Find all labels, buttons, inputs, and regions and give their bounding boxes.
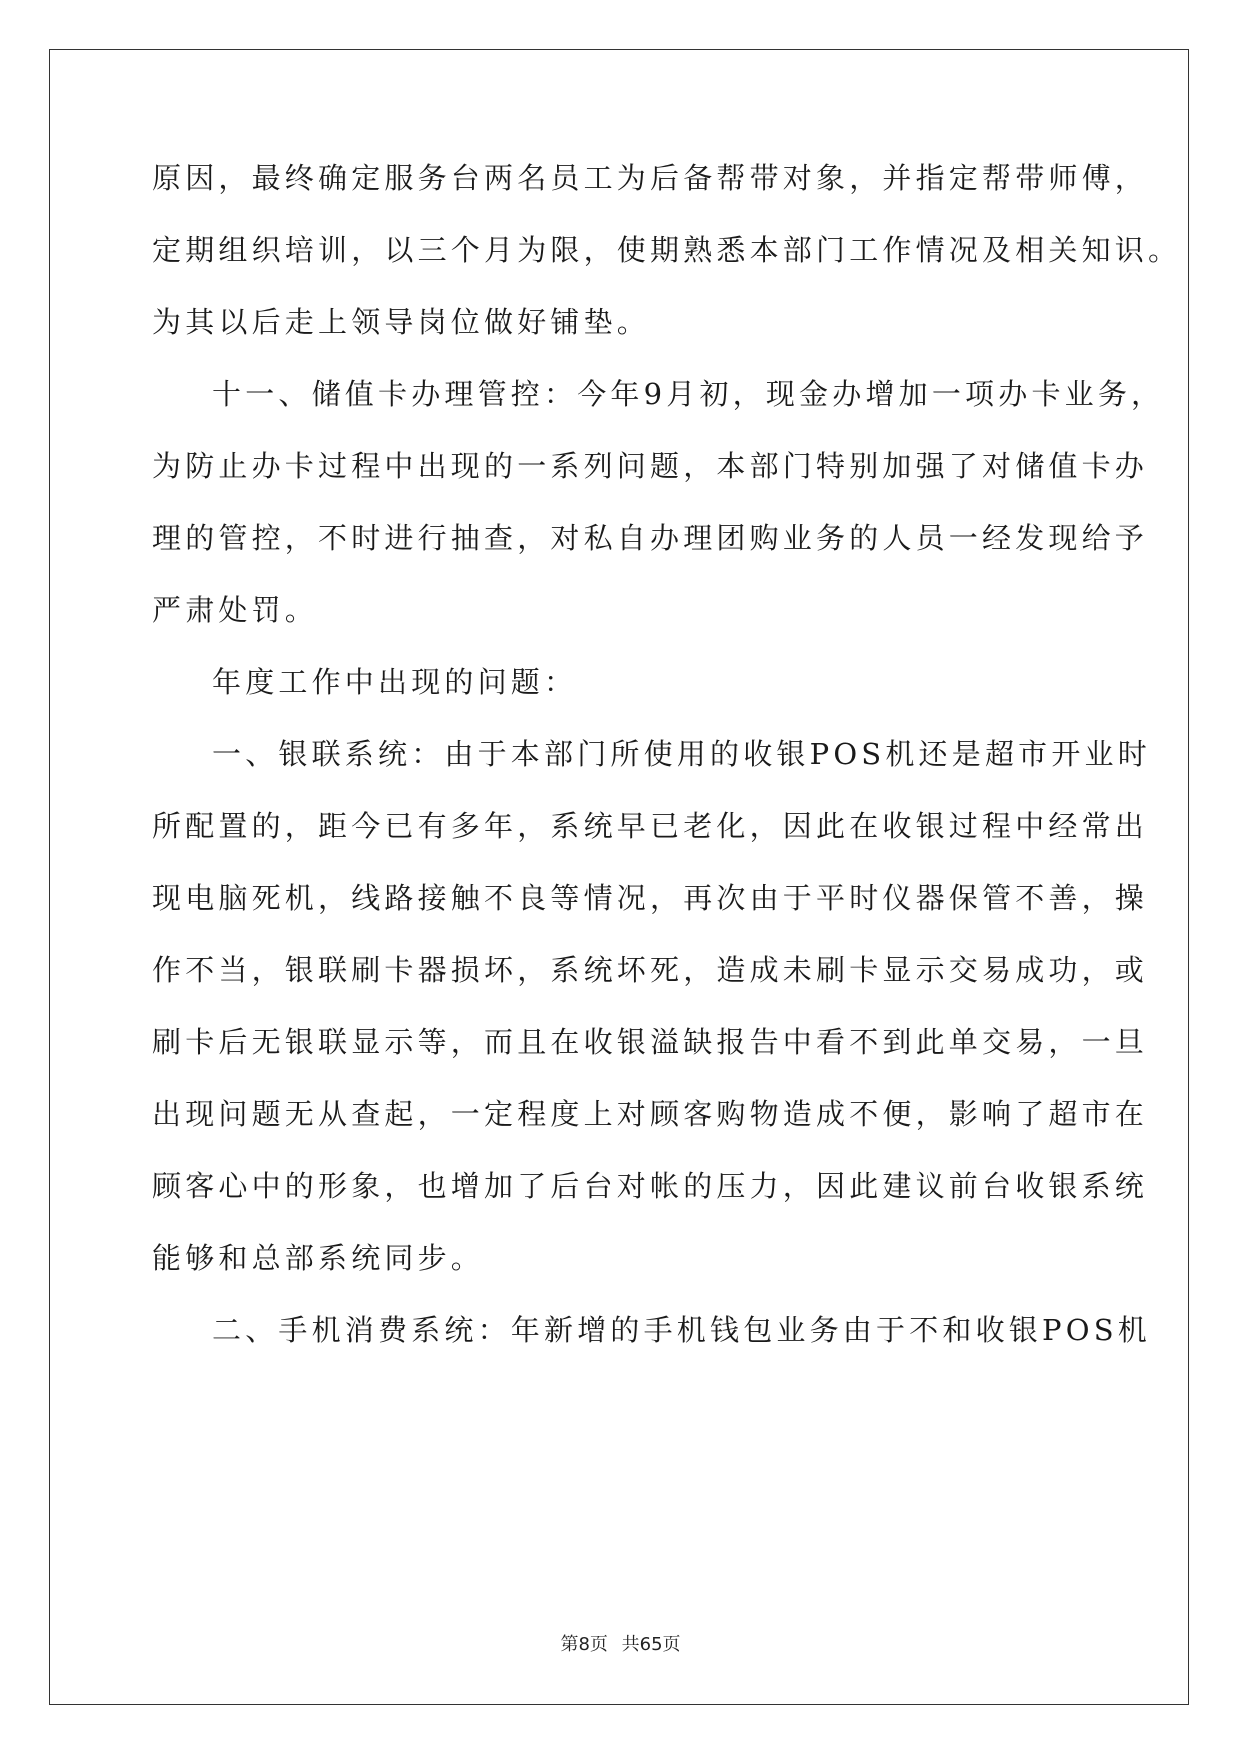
text-line: 刷卡后无银联显示等，而且在收银溢缺报告中看不到此单交易，一旦 xyxy=(152,1025,1149,1059)
text-line: 原因，最终确定服务台两名员工为后备帮带对象，并指定帮带师傅， xyxy=(152,161,1149,195)
text-line: 出现问题无从查起，一定程度上对顾客购物造成不便，影响了超市在 xyxy=(152,1097,1149,1131)
text-line: 二、手机消费系统：年新增的手机钱包业务由于不和收银POS机 xyxy=(212,1313,1151,1347)
text-line: 作不当，银联刷卡器损坏，系统坏死，造成未刷卡显示交易成功，或 xyxy=(152,953,1149,987)
text-line: 所配置的，距今已有多年，系统早已老化，因此在收银过程中经常出 xyxy=(152,809,1149,843)
text-line: 顾客心中的形象，也增加了后台对帐的压力，因此建议前台收银系统 xyxy=(152,1169,1149,1203)
page-footer xyxy=(0,1630,1241,1656)
text-line: 理的管控，不时进行抽查，对私自办理团购业务的人员一经发现给予 xyxy=(152,521,1149,555)
page-number: 第8页 xyxy=(560,1634,608,1655)
text-line: 严肃处罚。 xyxy=(152,593,319,627)
text-line: 现电脑死机，线路接触不良等情况，再次由于平时仪器保管不善，操 xyxy=(152,881,1149,915)
text-line: 为防止办卡过程中出现的一系列问题，本部门特别加强了对储值卡办 xyxy=(152,449,1149,483)
section-heading: 年度工作中出现的问题： xyxy=(212,665,578,699)
text-line: 定期组织培训，以三个月为限，使期熟悉本部门工作情况及相关知识。 xyxy=(152,233,1182,267)
text-line: 为其以后走上领导岗位做好铺垫。 xyxy=(152,305,651,339)
page-border xyxy=(49,49,1189,1705)
page-total: 共65页 xyxy=(621,1634,681,1655)
text-line: 能够和总部系统同步。 xyxy=(152,1241,485,1275)
text-line: 一、银联系统：由于本部门所使用的收银POS机还是超市开业时 xyxy=(212,737,1151,771)
text-line: 十一、储值卡办理管控：今年9月初，现金办增加一项办卡业务， xyxy=(212,377,1165,411)
